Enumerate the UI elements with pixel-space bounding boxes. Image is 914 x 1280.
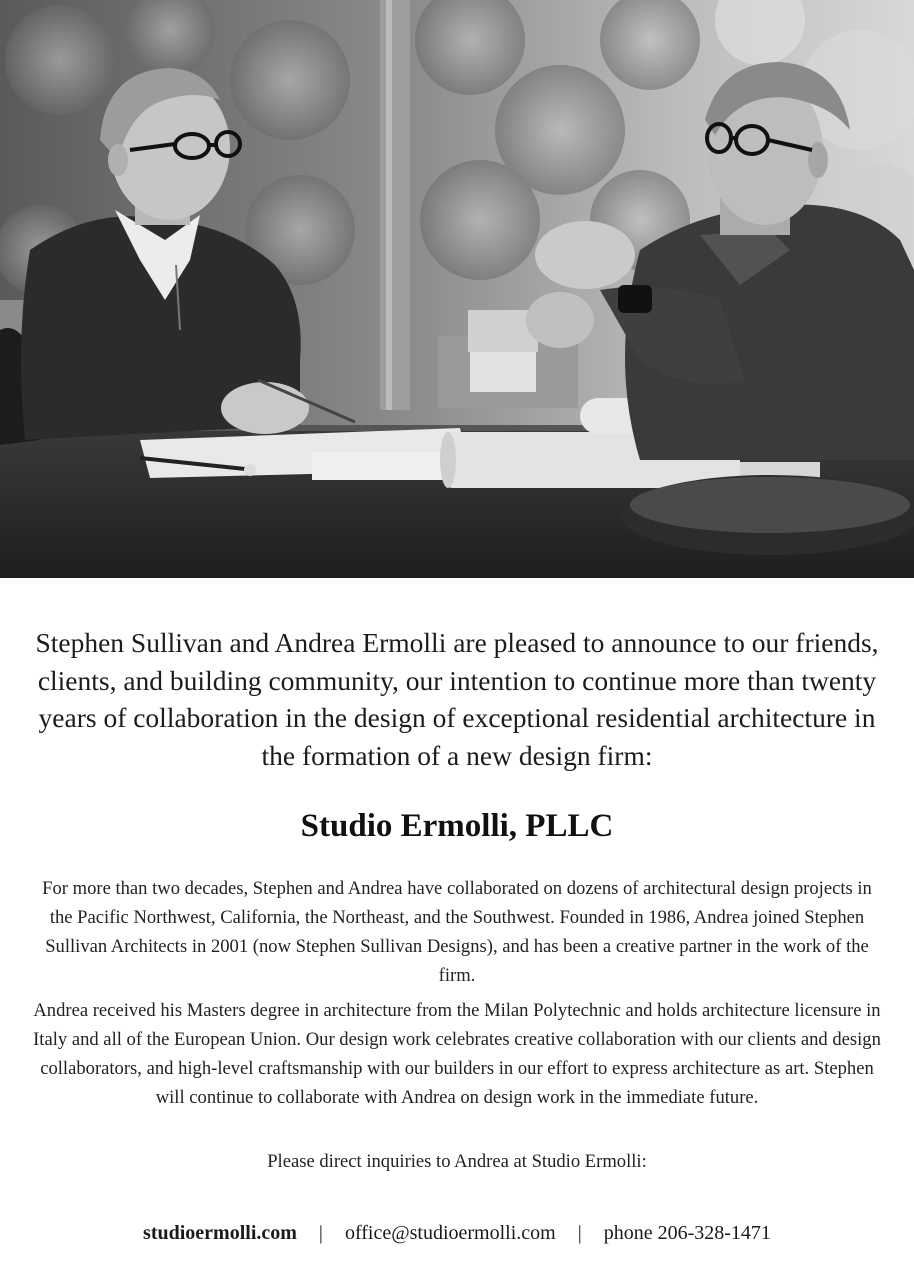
website-link[interactable]: studioermolli.com: [143, 1222, 297, 1244]
history-paragraph: For more than two decades, Stephen and Andrea have collaborated on dozens of architectural design projects in the Pacific Northwest, California, the Northeast, and the Southwest. Founded in 1986, Andrea joined Stephen Sullivan Architects in 2001 (now Stephen Sullivan Designs), and has been a creative partner in the work of the firm.: [42, 878, 872, 986]
intro-paragraph: Stephen Sullivan and Andrea Ermolli are pleased to announce to our friends, clients, and building community, our intention to continue more than twenty years of collaboration in the design of exceptional residential architecture in the formation of a new design firm:: [35, 627, 879, 771]
header-photo: [0, 0, 914, 578]
credentials-paragraph: Andrea received his Masters degree in architecture from the Milan Polytechnic and holds architecture licensure in Italy and all of the European Union. Our design work celebrates creative collaboration with our clients and design collaborators, and high-level craftsmanship with our builders in our effort to express architecture as art. Stephen will continue to collaborate with Andrea on design work in the immediate future.: [33, 1000, 881, 1108]
portrait-photo-illustration: [0, 0, 914, 578]
email-link[interactable]: office@studioermolli.com: [344, 1222, 556, 1244]
separator: |: [577, 1222, 582, 1244]
separator: |: [318, 1222, 323, 1244]
inquiries-line: Please direct inquiries to Andrea at Studio Ermolli:: [267, 1151, 647, 1172]
contact-footer: [0, 1218, 914, 1248]
phone-number[interactable]: phone 206-328-1471: [603, 1222, 771, 1244]
announcement-body: [0, 578, 914, 1280]
firm-name-heading: Studio Ermolli, PLLC: [300, 808, 614, 844]
